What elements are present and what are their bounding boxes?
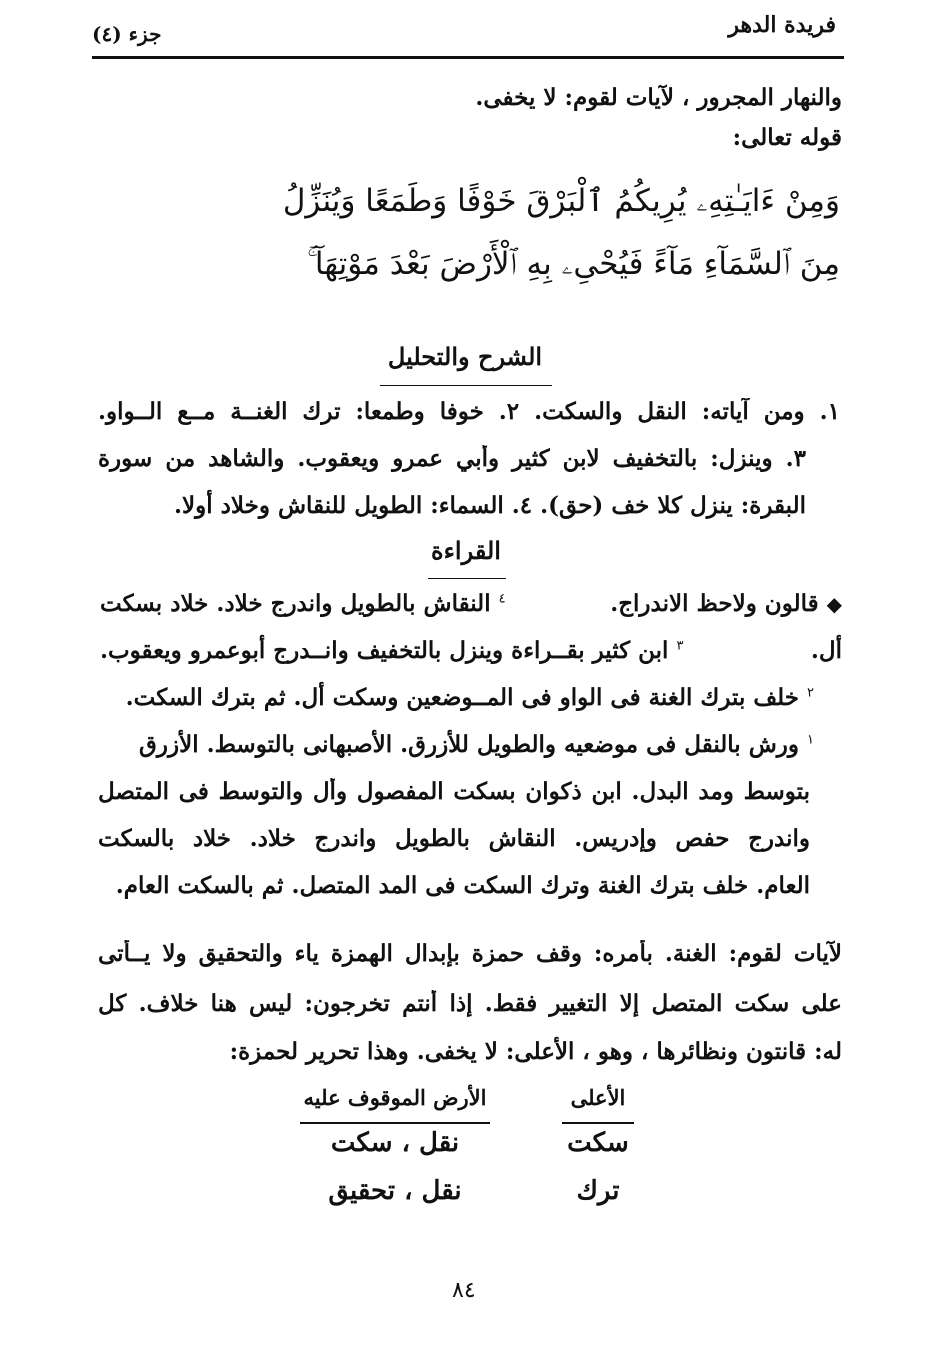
table-rule-col1 <box>562 1122 634 1124</box>
sharh-heading-underline <box>380 385 552 386</box>
table-row-2-col2: نقل ، تحقيق <box>328 1176 462 1206</box>
sharh-line-2: ٣. وينزل: بالتخفيف لابن كثير وأبي عمرو ويعقوب. والشاهد من سورة <box>98 445 806 472</box>
quran-verse-line-1: وَمِنْ ءَايَـٰتِهِۦ يُرِيكُمُ ٱلْبَرْقَ خَوْفًا وَطَمَعًا وَيُنَزِّلُ <box>282 183 840 219</box>
diamond-bullet-icon: ◆ <box>826 592 842 616</box>
qiraa-ibn-kathir: ابن كثير بقــراءة وينزل بالتخفيف وانــدرج أبوعمرو ويعقوب. <box>100 637 669 664</box>
qiraa-row-6: واندرج حفص وإدريس. النقاش بالطويل واندرج خلاد. خلاد بالسكت <box>98 825 810 852</box>
qiraa-heading: القراءة <box>431 536 501 565</box>
qiraa-warsh: ورش بالنقل فى موضعيه والطويل للأزرق. الأصبهانى بالتوسط. الأزرق <box>139 731 799 758</box>
footnote-marker-4: ٤ <box>498 591 506 607</box>
qiraa-row-1-end <box>100 590 506 617</box>
qiraa-row-2-end <box>100 637 683 664</box>
quran-verse-line-2: مِنَ ٱلسَّمَآءِ مَآءً فَيُحْىِۦ بِهِ ٱلْأَرْضَ بَعْدَ مَوْتِهَآ ۚ <box>307 246 840 282</box>
table-header-col1: الأعلى <box>570 1085 626 1110</box>
sharh-line-1: ١. ومن آياته: النقل والسكت. ٢. خوفا وطمعا: ترك الغنــة مــع الــواو. <box>98 398 840 425</box>
qiraa-row-1 <box>100 590 842 617</box>
qiraa-row-3 <box>126 684 814 711</box>
qiraa-row-1-start <box>610 590 842 617</box>
footnote-marker-3: ٣ <box>676 638 684 654</box>
qiraa-heading-underline <box>428 578 506 579</box>
table-row-1-col2: نقل ، سكت <box>330 1128 460 1158</box>
qiraa-row-5: بتوسط ومد البدل. ابن ذكوان بسكت المفصول وأل والتوسط فى المتصل <box>98 778 810 805</box>
footnote-marker-1: ١ <box>807 732 814 748</box>
footnote-marker-2: ٢ <box>807 685 814 701</box>
table-rule-col2 <box>300 1122 490 1124</box>
table-row-1-col1: سكت <box>567 1128 629 1158</box>
sharh-line-3: البقرة: ينزل كلا خف (حق). ٤. السماء: الطويل للنقاش وخلاد أولا. <box>174 492 806 519</box>
qiraa-row-4 <box>139 731 814 758</box>
qiraa-row-2 <box>100 637 842 664</box>
part-label: جزء (٤) <box>92 22 162 46</box>
qiraa-al: أل. <box>810 637 842 664</box>
hamza-line-3: له: قانتون ونظائرها ، وهو ، الأعلى: لا يخفى. وهذا تحرير لحمزة: <box>229 1038 842 1065</box>
hamza-line-1: لآيات لقوم: الغنة. بأمره: وقف حمزة بإبدال الهمزة ياء والتحقيق ولا يــأتى <box>98 940 842 967</box>
page-number: ٨٤ <box>452 1278 476 1303</box>
qawluhu-taala: قوله تعالى: <box>732 124 842 151</box>
book-title: فريدة الدهر <box>728 12 836 38</box>
table-header-col2: الأرض الموقوف عليه <box>303 1085 487 1110</box>
qiraa-qalun: قالون ولاحظ الاندراج. <box>610 590 819 617</box>
table-row-2-col1: ترك <box>576 1176 620 1206</box>
qiraa-row-7: العام. خلف بترك الغنة وترك السكت فى المد المتصل. ثم بالسكت العام. <box>115 872 810 899</box>
qiraa-naqqash: النقاش بالطويل واندرج خلاد. خلاد بسكت <box>100 590 491 617</box>
header-rule <box>92 56 844 59</box>
intro-line: والنهار المجرور ، لآيات لقوم: لا يخفى. <box>475 84 842 111</box>
qiraa-khalaf: خلف بترك الغنة فى الواو فى المــوضعين وسكت أل. ثم بترك السكت. <box>125 684 799 711</box>
sharh-heading: الشرح والتحليل <box>387 342 543 371</box>
hamza-line-2: على سكت المتصل إلا التغيير فقط. إذا أنتم تخرجون: ليس هنا خلاف. كل <box>98 990 842 1017</box>
